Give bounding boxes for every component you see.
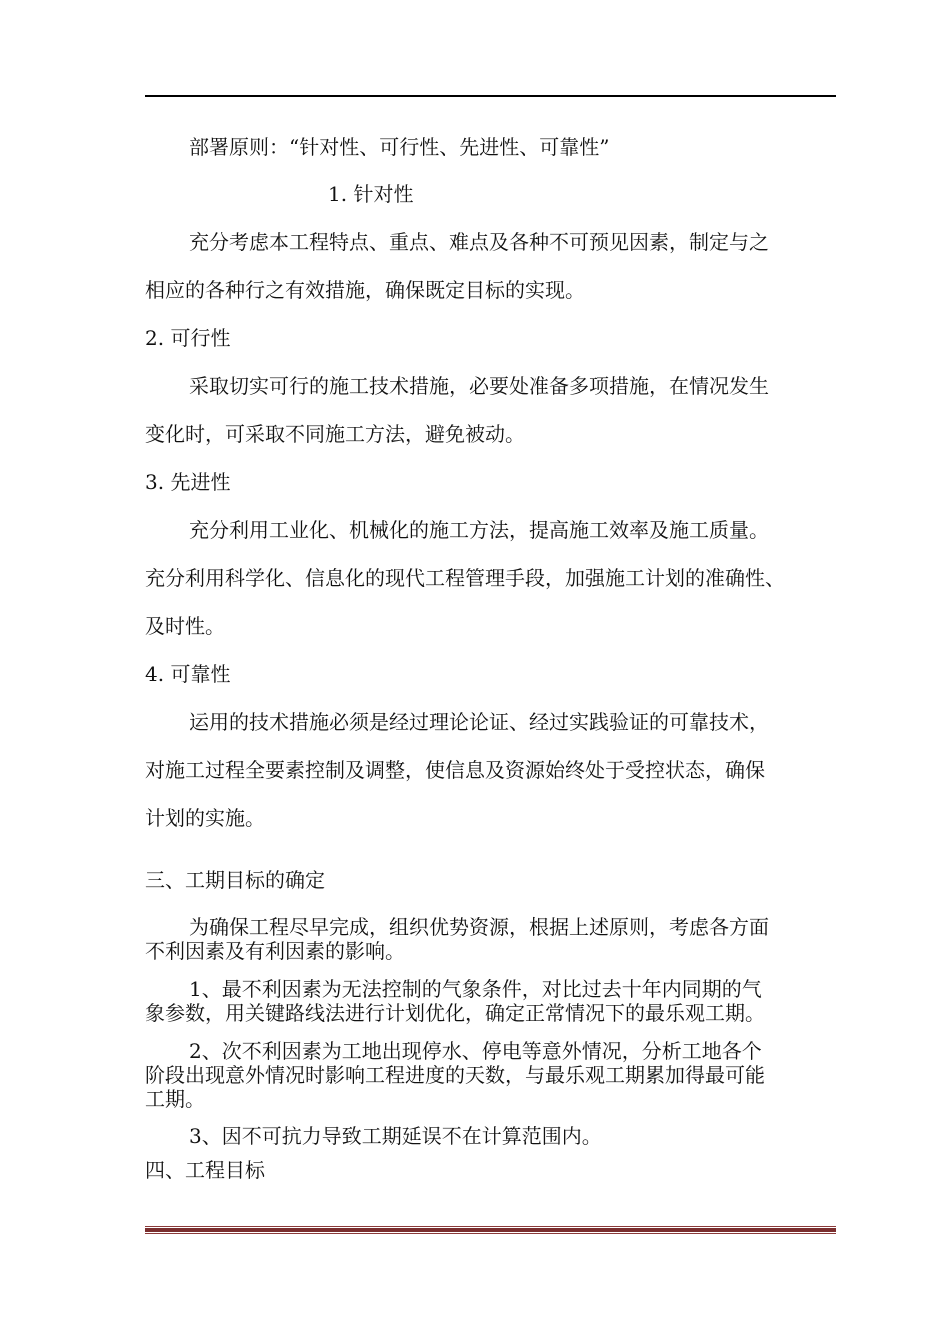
paragraph-line: 充分利用工业化、机械化的施工方法，提高施工效率及施工质量。 — [189, 518, 769, 542]
paragraph-line: 及时性。 — [145, 614, 225, 638]
paragraph-line: 不利因素及有利因素的影响。 — [145, 939, 405, 963]
heading-reliable: 4. 可靠性 — [145, 662, 231, 686]
paragraph-line: 工期。 — [145, 1087, 205, 1111]
paragraph-line: 采取切实可行的施工技术措施，必要处准备多项措施，在情况发生 — [189, 374, 769, 398]
paragraph-line: 相应的各种行之有效措施，确保既定目标的实现。 — [145, 278, 585, 302]
deployment-principle-line: 部署原则：“针对性、可行性、先进性、可靠性” — [189, 135, 610, 159]
paragraph-line: 为确保工程尽早完成，组织优势资源，根据上述原则，考虑各方面 — [189, 915, 769, 939]
paragraph-line: 计划的实施。 — [145, 806, 265, 830]
paragraph-line: 1、最不利因素为无法控制的气象条件，对比过去十年内同期的气 — [189, 977, 762, 1001]
section-heading-project-goals: 四、工程目标 — [145, 1158, 265, 1182]
paragraph-line: 阶段出现意外情况时影响工程进度的天数，与最乐观工期累加得最可能 — [145, 1063, 765, 1087]
heading-feasible: 2. 可行性 — [145, 326, 231, 350]
heading-targeted: 1. 针对性 — [328, 182, 414, 206]
paragraph-line: 2、次不利因素为工地出现停水、停电等意外情况，分析工地各个 — [189, 1039, 762, 1063]
paragraph-line: 象参数，用关键路线法进行计划优化，确定正常情况下的最乐观工期。 — [145, 1001, 765, 1025]
paragraph-line: 对施工过程全要素控制及调整，使信息及资源始终处于受控状态，确保 — [145, 758, 765, 782]
heading-advanced: 3. 先进性 — [145, 470, 231, 494]
paragraph-line: 充分利用科学化、信息化的现代工程管理手段，加强施工计划的准确性、 — [145, 566, 785, 590]
paragraph-line: 3、因不可抗力导致工期延误不在计算范围内。 — [189, 1124, 602, 1148]
footer-rule — [145, 1226, 836, 1235]
paragraph-line: 充分考虑本工程特点、重点、难点及各种不可预见因素，制定与之 — [189, 230, 769, 254]
paragraph-line: 变化时，可采取不同施工方法，避免被动。 — [145, 422, 525, 446]
header-rule — [145, 95, 836, 97]
paragraph-line: 运用的技术措施必须是经过理论论证、经过实践验证的可靠技术， — [189, 710, 769, 734]
section-heading-schedule: 三、工期目标的确定 — [145, 868, 325, 892]
